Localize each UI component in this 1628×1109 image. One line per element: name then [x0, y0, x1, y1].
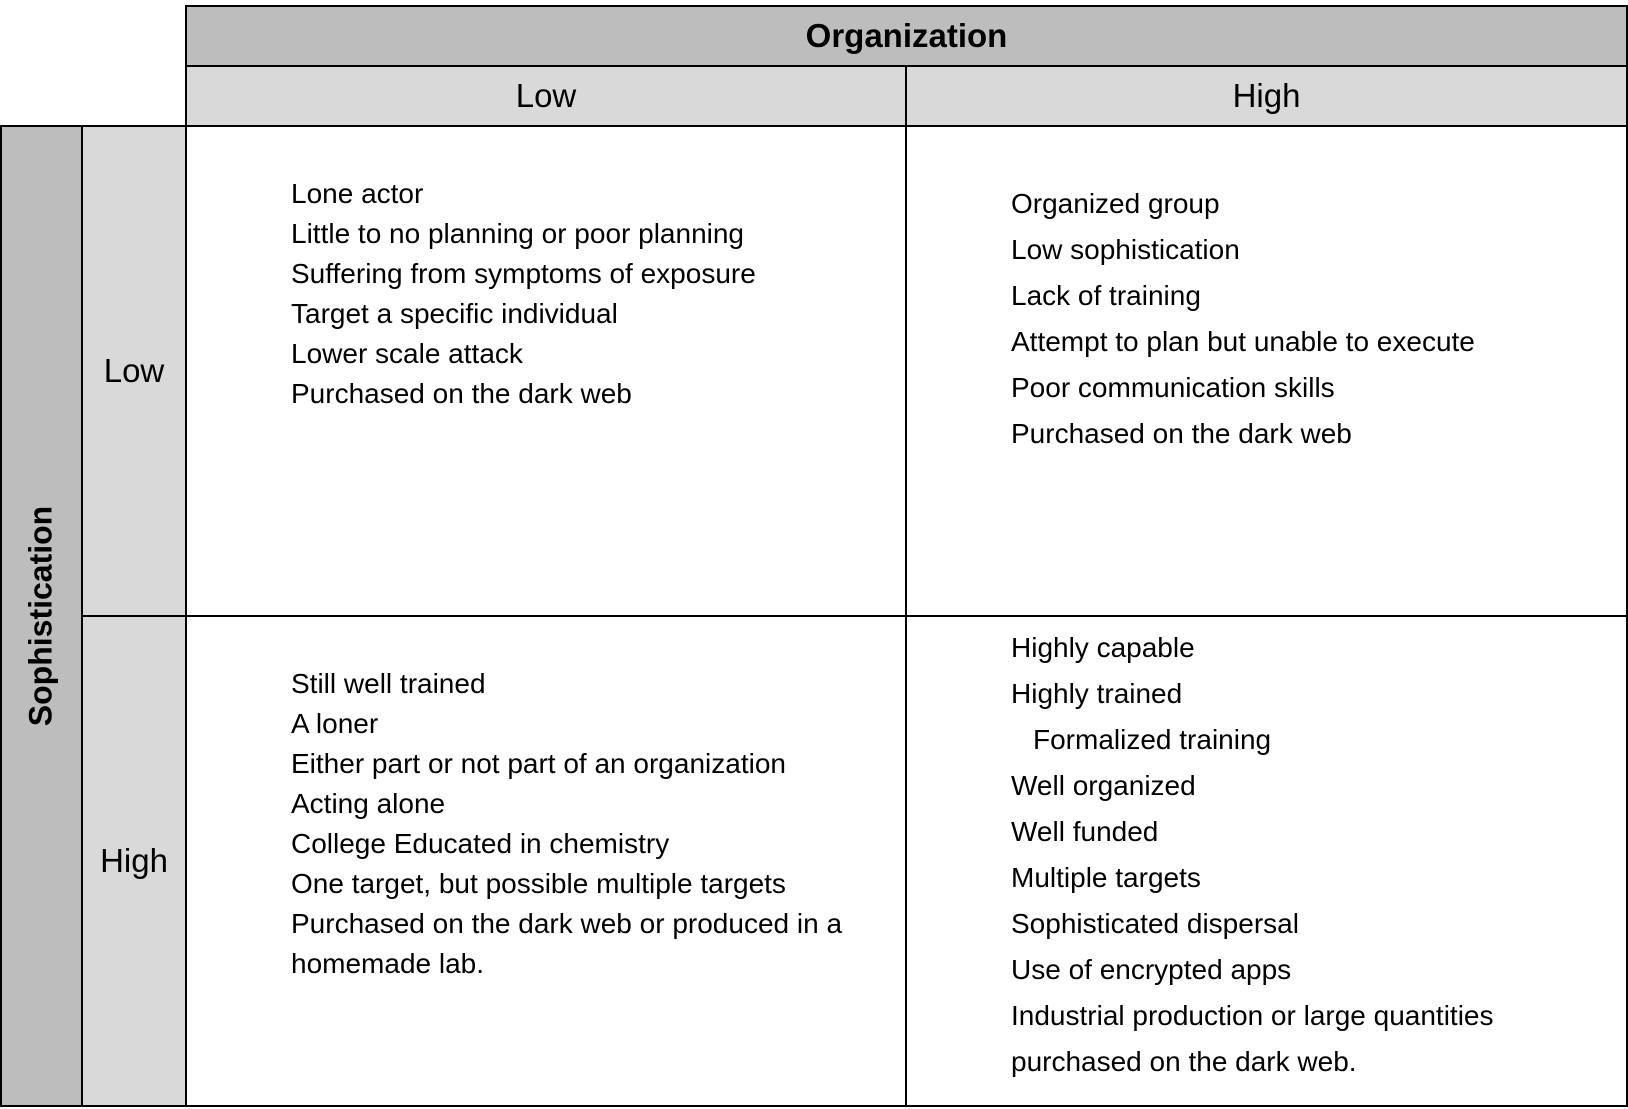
- list-item: Lone actor: [291, 178, 424, 209]
- list-item: Multiple targets: [1011, 862, 1201, 893]
- list-item: Attempt to plan but unable to execute: [1011, 326, 1475, 357]
- list-item: homemade lab.: [291, 948, 485, 979]
- list-item: Purchased on the dark web: [1011, 418, 1352, 449]
- grid-line: [0, 125, 2, 1107]
- grid-line: [0, 125, 1628, 127]
- list-item: Poor communication skills: [1011, 372, 1335, 403]
- list-item: purchased on the dark web.: [1011, 1046, 1357, 1077]
- cell-high-low: [291, 664, 842, 984]
- list-item: Low sophistication: [1011, 234, 1240, 265]
- list-item: Either part or not part of an organization: [291, 748, 786, 779]
- grid-line: [186, 65, 1628, 67]
- grid-line: [81, 615, 1628, 617]
- list-item: One target, but possible multiple targets: [291, 868, 786, 899]
- row-header-low: [82, 126, 186, 616]
- sophistication-title: Sophistication: [22, 505, 59, 727]
- list-item: Organized group: [1011, 188, 1220, 219]
- list-item: Highly trained: [1011, 678, 1183, 709]
- column-header-high: [906, 66, 1627, 126]
- cell-low-low: [291, 174, 756, 414]
- list-item: Little to no planning or poor planning: [291, 218, 745, 249]
- row-low-label: Low: [103, 352, 165, 389]
- cell-low-high: [1011, 181, 1475, 457]
- cell-high-high: [1011, 625, 1494, 1085]
- list-item: Highly capable: [1011, 632, 1195, 663]
- column-low-label: Low: [515, 77, 577, 114]
- list-item: Well organized: [1011, 770, 1196, 801]
- list-item: Industrial production or large quantities: [1011, 1000, 1494, 1031]
- grid-line: [186, 5, 1628, 7]
- list-item: Acting alone: [291, 788, 446, 819]
- list-item: Sophisticated dispersal: [1011, 908, 1299, 939]
- organization-header: [186, 6, 1627, 66]
- list-item: Purchased on the dark web: [291, 378, 632, 409]
- row-header-high: [82, 616, 186, 1106]
- list-item: Use of encrypted apps: [1011, 954, 1292, 985]
- column-header-low: [186, 66, 906, 126]
- list-item: Suffering from symptoms of exposure: [291, 258, 756, 289]
- list-item: A loner: [291, 708, 379, 739]
- grid-line: [905, 65, 907, 1107]
- list-item: Target a specific individual: [291, 298, 618, 329]
- list-item: Formalized training: [1033, 724, 1272, 755]
- list-item: Still well trained: [291, 668, 486, 699]
- organization-title: Organization: [805, 17, 1008, 54]
- row-high-label: High: [100, 842, 168, 879]
- list-item: Lack of training: [1011, 280, 1201, 311]
- list-item: Well funded: [1011, 816, 1159, 847]
- list-item: Lower scale attack: [291, 338, 523, 369]
- grid-line: [81, 125, 83, 1107]
- list-item: College Educated in chemistry: [291, 828, 670, 859]
- list-item: Purchased on the dark web or produced in a: [291, 908, 843, 939]
- grid-line: [185, 5, 187, 1107]
- grid-line: [0, 1105, 1628, 1107]
- column-high-label: High: [1232, 77, 1301, 114]
